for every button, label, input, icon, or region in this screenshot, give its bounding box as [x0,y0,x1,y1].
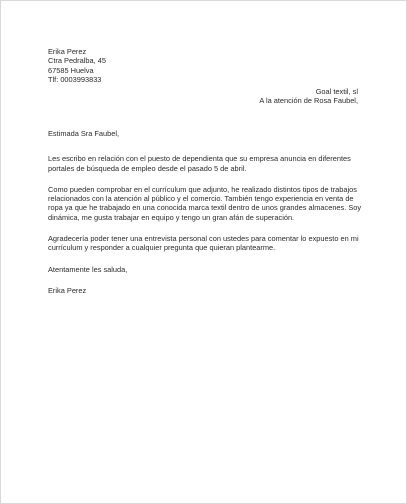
paragraph-request: Agradecería poder tener una entrevista personal con ustedes para comentar lo expuesto en mi currículum y responder a cualquier pregunta que quieran plantearme. [48,234,359,253]
closing: Atentamente les saluda, [48,264,128,274]
sender-phone: Tlf: 0003993833 [48,74,102,84]
sender-name: Erika Perez [48,47,87,56]
sender-city: 67585 Huelva [48,65,94,75]
letter-body [48,129,364,295]
sender-street: Ctra Pedralba, 45 [48,56,106,66]
paragraph-intro: Les escribo en relación con el puesto de dependienta que su empresa anuncia en diferentes portales de búsqueda de empleo desde el pasado 5 de abril. [48,154,351,173]
sender-address-block [48,47,248,84]
recipient-attention: A la atención de Rosa Faubel, [259,96,358,106]
signature: Erika Perez [48,285,87,295]
recipient-address-block [138,87,358,106]
paragraph-experience: Como pueden comprobar en el currículum que adjunto, he realizado distintos tipos de trabajos relacionados con la atención al público y el comercio. También tengo experiencia en venta de ropa ya que he trabajado en una conocida marca textil dentro de unos grandes almacenes. Soy dinámica, me gusta trabajar en equipo y tengo un gran afán de superación. [48,184,362,222]
salutation: Estimada Sra Faubel, [48,129,120,138]
recipient-company: Goal textil, sl [315,87,358,96]
